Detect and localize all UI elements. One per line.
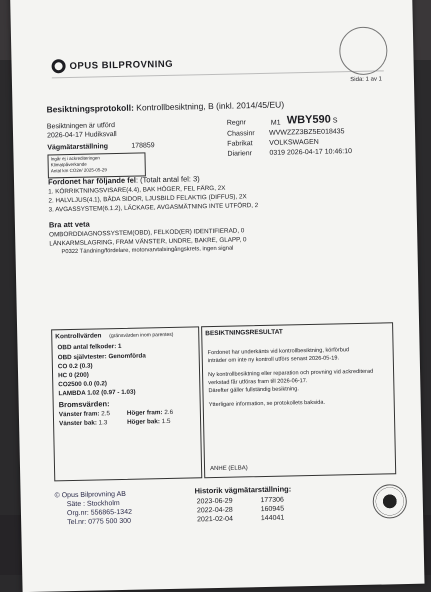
fabrikat-label: Fabrikat: [227, 140, 253, 148]
history-date: 2022-04-28: [196, 506, 233, 515]
performed-label: Besiktningen är utförd: [46, 122, 116, 131]
result-para-1: [208, 346, 350, 365]
control-values-note: (gränsvärden inom parentes): [109, 331, 174, 340]
brake-right-front-value: 2.6: [164, 408, 174, 417]
control-values-heading: Kontrollvärden: [55, 332, 102, 341]
footer-company: © Opus Bilprovning AB: [54, 490, 126, 500]
co-value: CO 0.2 (0.3): [57, 362, 93, 371]
accreditation-badge-icon: [372, 484, 407, 519]
history-value: 177306: [260, 496, 284, 505]
notes-heading: Bra att veta: [48, 219, 90, 230]
regnr-label: Regnr: [226, 119, 246, 127]
swedac-seal-icon: [339, 26, 388, 75]
result-line: inträder om inte ny kontroll utförs senast 2026-05-19.: [207, 355, 340, 365]
footer-org: Org.nr: 556865-1342: [66, 508, 133, 518]
obd-faults: OBD antal felkoder: 1: [57, 342, 122, 352]
brake-right-rear-value: 1.5: [161, 417, 171, 426]
brake-left-rear-value: 1.3: [98, 419, 108, 427]
meter-label: Vägmätarställning: [47, 143, 109, 152]
result-line: Fordonet har underkänts vid kontrollbesiktning, körförbud: [207, 347, 350, 357]
brake-left-front-value: 2.5: [101, 410, 111, 418]
opus-logo-icon: [51, 59, 65, 73]
brake-left-rear-label: Vänster bak:: [59, 419, 97, 428]
brake-right-front-label: Höger fram:: [126, 409, 163, 417]
fault-item: 2. HALVLJUS(4.1), BÅDA SIDOR, LJUSBILD FELAKTIG (DIFFUS), 2X: [48, 193, 247, 205]
result-signature: ANHE (ELBA): [210, 465, 248, 473]
diarie-value: 0319 2026-04-17 10:46:10: [269, 148, 353, 157]
inspection-protocol-paper: [10, 0, 424, 592]
fault-item: 1. KÖRRIKTNINGSVISARE(4.4), BAK HÖGER, FEL FÄRG, 2X: [48, 184, 226, 196]
chassi-label: Chassinr: [226, 130, 255, 138]
protocol-title-sub: Kontrollbesiktning, B (inkl. 2014/45/EU): [136, 99, 285, 113]
brake-left-front-label: Vänster fram:: [58, 410, 100, 419]
climate-line-3: Antal km CO2e/ 2025-05-29: [50, 167, 107, 174]
note-item: LÄNKARMSLAGRING, FRAM VÄNSTER, UNDRE, BAKRE, GLAPP, 0: [49, 236, 247, 248]
logo-text: OPUS BILPROVNING: [69, 58, 174, 72]
history-value: 160945: [260, 505, 285, 514]
climate-box: [47, 152, 145, 178]
lambda-value: LAMBDA 1.02 (0.97 - 1.03): [58, 388, 136, 398]
fault-item: 3. AVGASSYSTEM(6.1.2), LÄCKAGE, AVGASMÄTNING INTE UTFÖRD, 2: [48, 202, 259, 214]
brake-row: [59, 419, 107, 427]
climate-line-2: Klimatpåverkande: [50, 161, 87, 168]
faults-heading: [48, 174, 200, 186]
history-value: 144041: [260, 514, 285, 523]
brake-row: [127, 418, 171, 426]
brakes-heading: Bromsvärden:: [58, 399, 110, 410]
brake-right-rear-label: Höger bak:: [127, 418, 161, 426]
footer-phone: Tel.nr: 0775 500 300: [67, 517, 132, 527]
history-heading: Historik vägmätarställning:: [194, 484, 292, 496]
result-para-3: Ytterligare information, se protokollets baksida.: [208, 399, 326, 409]
result-heading: BESIKTNINGSRESULTAT: [205, 328, 283, 338]
faults-heading-text: Fordonet har följande fel: [47, 175, 137, 187]
brake-row: [59, 410, 110, 418]
regnr-prefix: M1: [270, 119, 281, 127]
obd-tests: OBD självtester: Genomförda: [57, 352, 146, 362]
footer-seat: Säte : Stockholm: [66, 500, 120, 509]
history-row: [197, 514, 284, 525]
result-line: verkstad får utföras fram till 2026-06-17.: [208, 378, 308, 387]
result-line: Därefter gäller fullständig besiktning.: [208, 386, 299, 395]
result-line: Ny kontrollbesiktning eller reparation och provning vid ackrediterad: [208, 368, 374, 379]
protocol-title-main: Besiktningsprotokoll:: [46, 102, 134, 115]
diarie-label: Diarienr: [227, 150, 253, 158]
page-number: Sida: 1 av 1: [350, 76, 383, 84]
opus-logo: [51, 57, 173, 74]
hc-value: HC 0 (200): [58, 371, 89, 380]
note-item: P0322 Tändning/fördelare, motorvarvtalsingångskrets, ingen signal: [61, 245, 234, 256]
regnr-value: WBY590: [286, 113, 331, 127]
history-date: 2021-02-04: [197, 515, 234, 524]
co2500-value: CO2500 0.0 (0.2): [58, 380, 107, 389]
faults-heading-count: : (Totalt antal fel: 3): [135, 174, 200, 185]
performed-value: 2026-04-17 Hudiksvall: [46, 131, 117, 140]
regnr-suffix: S: [332, 117, 338, 125]
result-para-2: [208, 368, 374, 395]
history-date: 2023-06-29: [196, 497, 233, 506]
climate-line-1: Ingår ej i ackrediteringen: [50, 155, 100, 162]
meter-value: 178859: [131, 142, 155, 150]
note-item: OMBORDDIAGNOSSYSTEM(OBD), FELKOD(ER) IDENTIFIERAD, 0: [49, 227, 245, 239]
chassi-value: WVWZZZ3BZ5E018435: [268, 128, 345, 137]
brake-row: [127, 409, 173, 417]
protocol-title: [46, 99, 284, 114]
fabrikat-value: VOLKSWAGEN: [269, 138, 319, 147]
